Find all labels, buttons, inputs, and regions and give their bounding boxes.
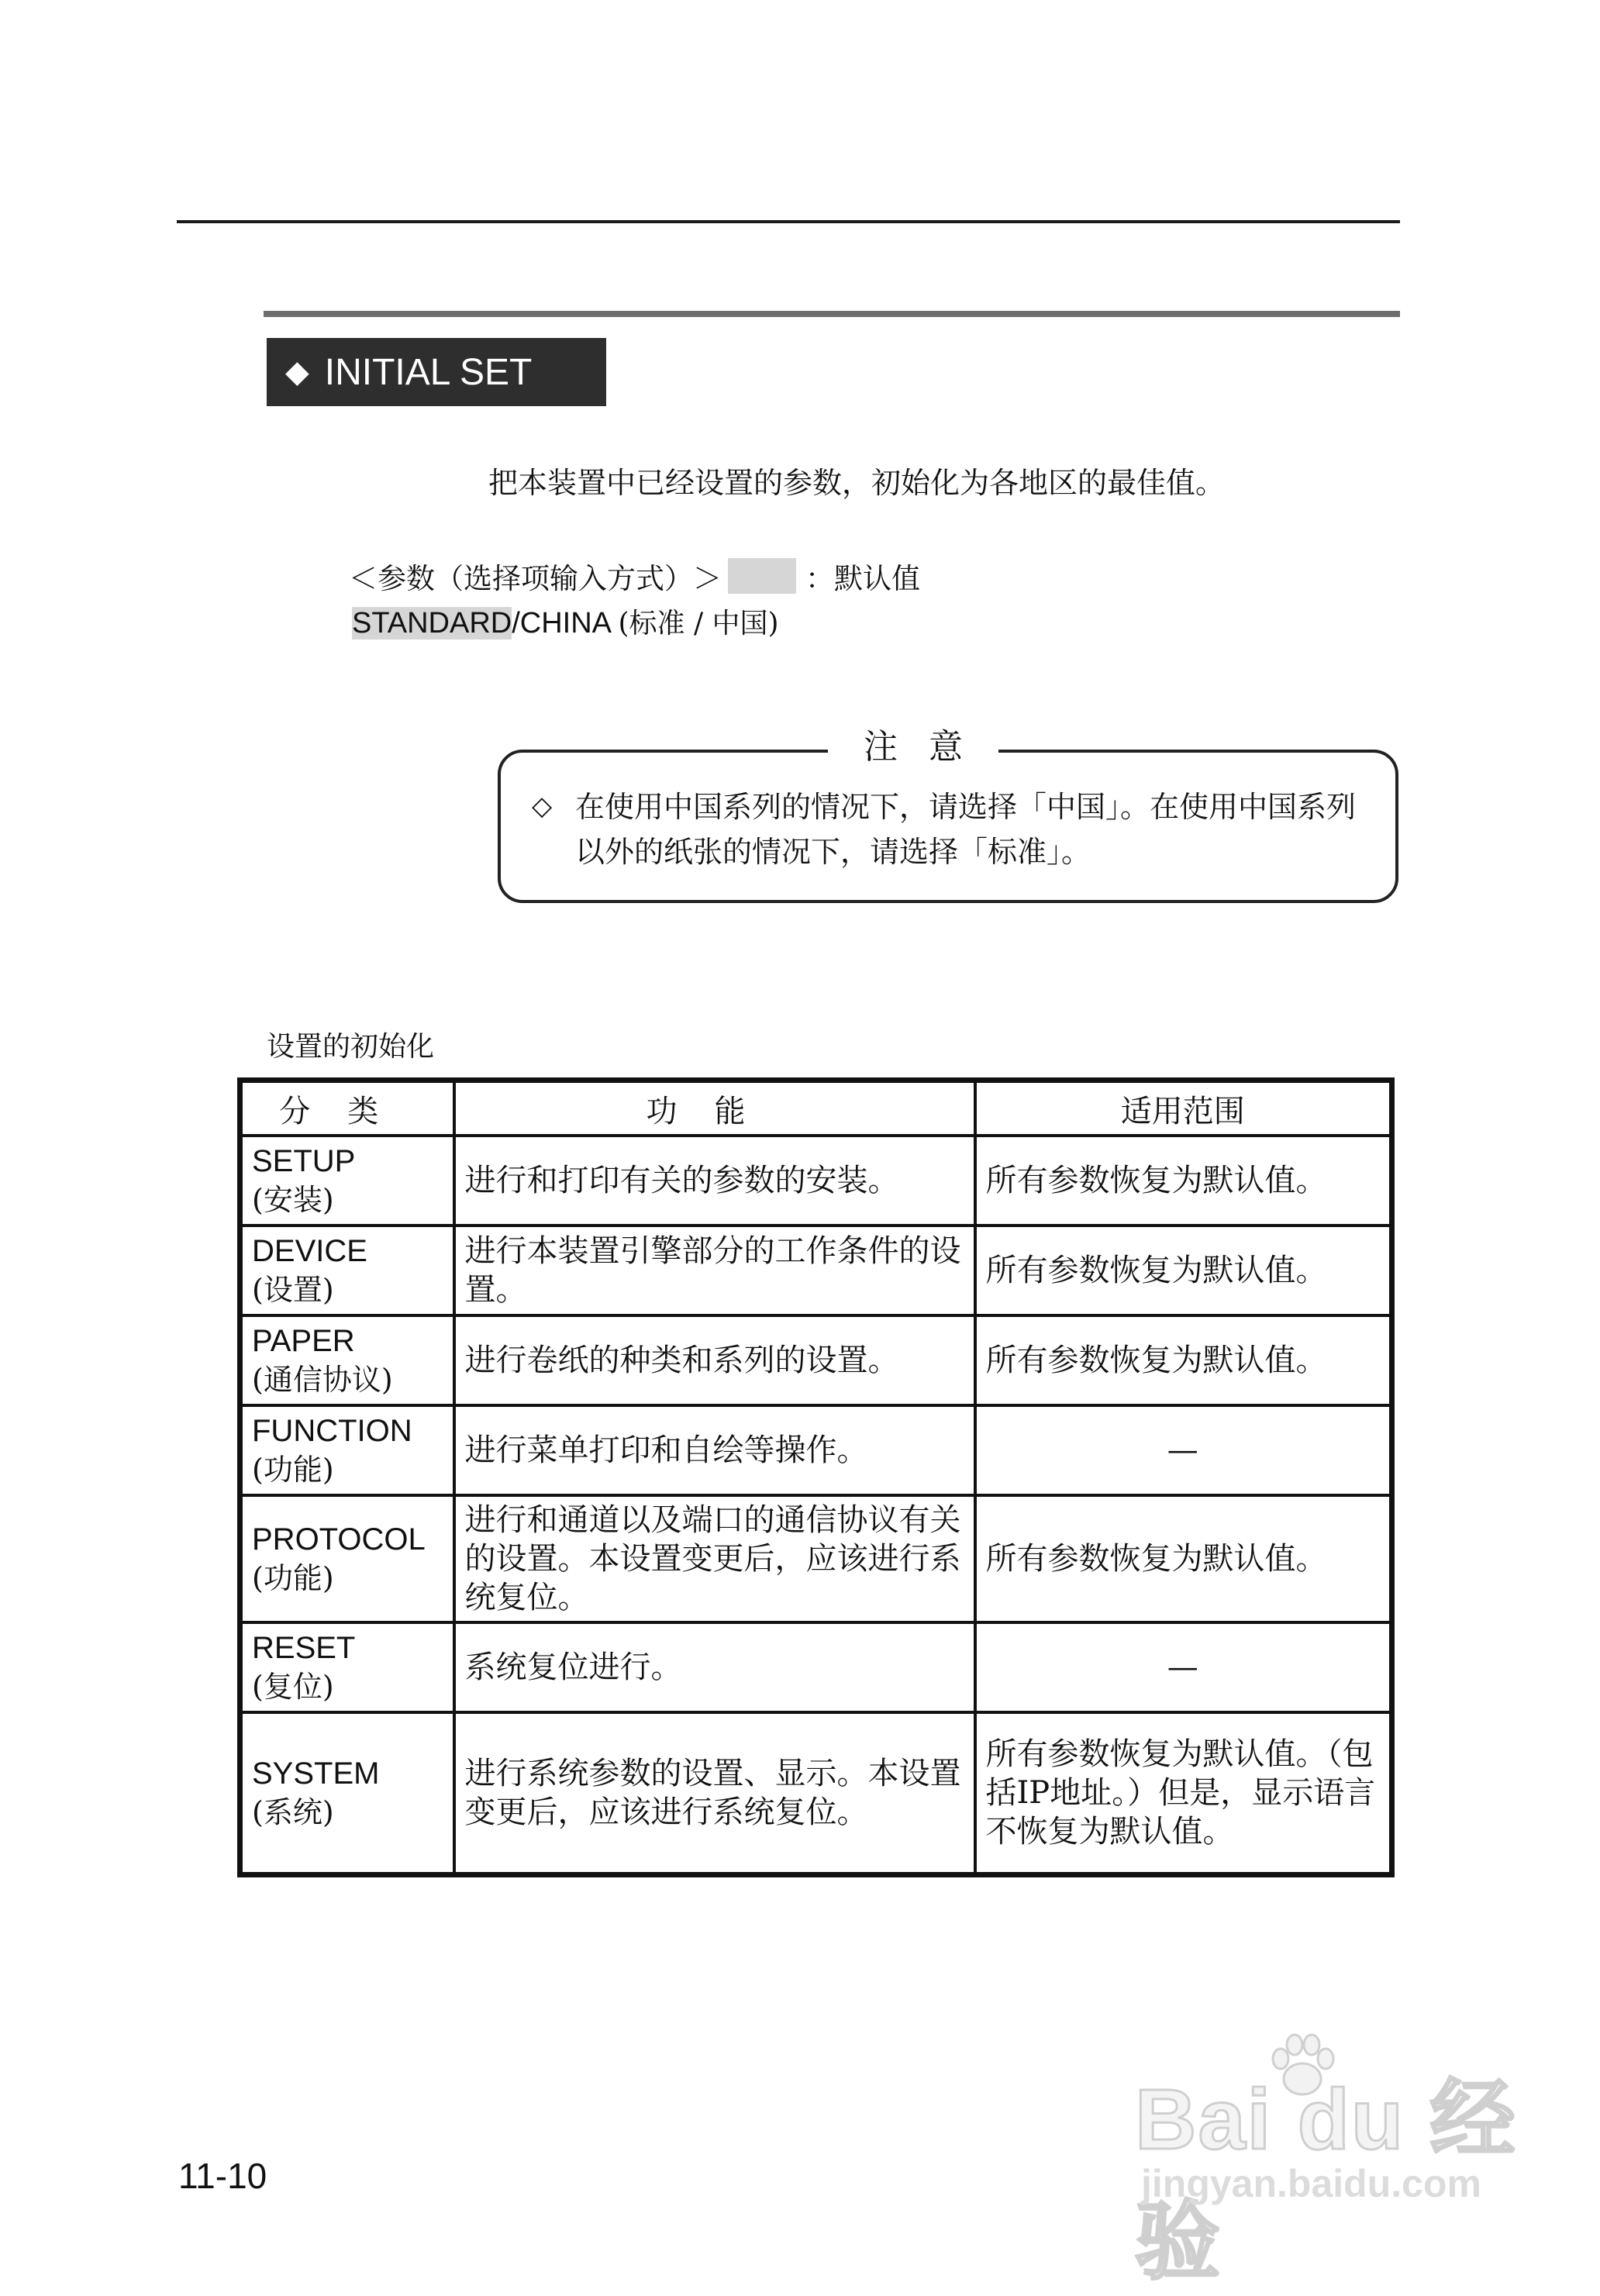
category-name: PROTOCOL bbox=[252, 1522, 426, 1557]
category-cell bbox=[240, 1712, 454, 1875]
diamond-icon: ◆ bbox=[285, 355, 309, 389]
category-name-zh: (通信协议) bbox=[252, 1363, 393, 1397]
default-swatch bbox=[728, 558, 796, 594]
section-title: INITIAL SET bbox=[324, 351, 533, 393]
category-cell bbox=[240, 1136, 454, 1226]
category-cell bbox=[240, 1226, 454, 1315]
default-note: ：默认值 bbox=[805, 562, 920, 595]
header-category: 分类 bbox=[240, 1081, 454, 1136]
watermark-url: jingyan.baidu.com bbox=[1141, 2162, 1481, 2205]
option-translation: (标准 / 中国) bbox=[618, 608, 779, 640]
category-name: SYSTEM bbox=[252, 1756, 380, 1791]
options-line bbox=[352, 602, 779, 641]
notice-title: 注意 bbox=[828, 724, 998, 771]
function-cell: 进行系统参数的设置、显示。本设置变更后，应该进行系统复位。 bbox=[454, 1712, 975, 1875]
category-cell bbox=[240, 1405, 454, 1495]
section-header bbox=[267, 338, 606, 406]
category-name-zh: (设置) bbox=[252, 1273, 334, 1307]
scope-cell: 所有参数恢复为默认值。 bbox=[975, 1495, 1392, 1622]
category-name-zh: (安装) bbox=[252, 1183, 334, 1217]
header-scope: 适用范围 bbox=[975, 1081, 1392, 1136]
scope-cell: 所有参数恢复为默认值。（包括IP地址。）但是，显示语言不恢复为默认值。 bbox=[975, 1712, 1392, 1875]
option-china: /CHINA bbox=[512, 607, 610, 640]
table-row bbox=[240, 1226, 1392, 1315]
category-name: PAPER bbox=[252, 1324, 355, 1358]
category-cell bbox=[240, 1495, 454, 1622]
category-name-zh: (复位) bbox=[252, 1670, 334, 1704]
page-number: 11-10 bbox=[178, 2156, 267, 2196]
category-name-zh: (功能) bbox=[252, 1453, 334, 1487]
category-name-zh: (系统) bbox=[252, 1795, 334, 1829]
top-rule bbox=[177, 220, 1400, 223]
scope-cell: 所有参数恢复为默认值。 bbox=[975, 1136, 1392, 1226]
category-name: FUNCTION bbox=[252, 1414, 412, 1448]
header-function: 功能 bbox=[454, 1081, 975, 1136]
category-name: SETUP bbox=[252, 1144, 356, 1178]
parameter-line bbox=[349, 555, 920, 597]
category-cell bbox=[240, 1315, 454, 1405]
category-name: RESET bbox=[252, 1631, 356, 1665]
category-cell bbox=[240, 1622, 454, 1712]
function-cell: 进行和打印有关的参数的安装。 bbox=[454, 1136, 975, 1226]
scope-cell: 所有参数恢复为默认值。 bbox=[975, 1226, 1392, 1315]
function-cell: 系统复位进行。 bbox=[454, 1622, 975, 1712]
scope-cell: — bbox=[975, 1622, 1392, 1712]
watermark-brand: Bai du 经验 bbox=[1135, 2072, 1517, 2290]
hollow-diamond-icon: ◇ bbox=[532, 791, 553, 822]
table-row bbox=[240, 1622, 1392, 1712]
function-cell: 进行和通道以及端口的通信协议有关的设置。本设置变更后，应该进行系统复位。 bbox=[454, 1495, 975, 1622]
table-row bbox=[240, 1136, 1392, 1226]
category-name: DEVICE bbox=[252, 1234, 367, 1268]
notice-text: 在使用中国系列的情况下，请选择「中国」。在使用中国系列以外的纸张的情况下，请选择「标准」。 bbox=[575, 790, 1357, 869]
table-row bbox=[240, 1405, 1392, 1495]
category-name-zh: (功能) bbox=[252, 1561, 334, 1595]
function-cell: 进行卷纸的种类和系列的设置。 bbox=[454, 1315, 975, 1405]
initialization-table bbox=[237, 1077, 1395, 1877]
table-caption: 设置的初始化 bbox=[267, 1031, 435, 1063]
function-cell: 进行菜单打印和自绘等操作。 bbox=[454, 1405, 975, 1495]
function-cell: 进行本装置引擎部分的工作条件的设置。 bbox=[454, 1226, 975, 1315]
baidu-watermark bbox=[1135, 2028, 1538, 2290]
scope-cell: — bbox=[975, 1405, 1392, 1495]
parameter-label: ＜参数（选择项输入方式）＞ bbox=[349, 562, 722, 595]
section-rule bbox=[264, 311, 1400, 317]
table-row bbox=[240, 1315, 1392, 1405]
option-standard: STANDARD bbox=[352, 607, 512, 640]
table-row bbox=[240, 1712, 1392, 1875]
table-row bbox=[240, 1495, 1392, 1622]
intro-text: 把本装置中已经设置的参数，初始化为各地区的最佳值。 bbox=[488, 466, 1226, 500]
scope-cell: 所有参数恢复为默认值。 bbox=[975, 1315, 1392, 1405]
